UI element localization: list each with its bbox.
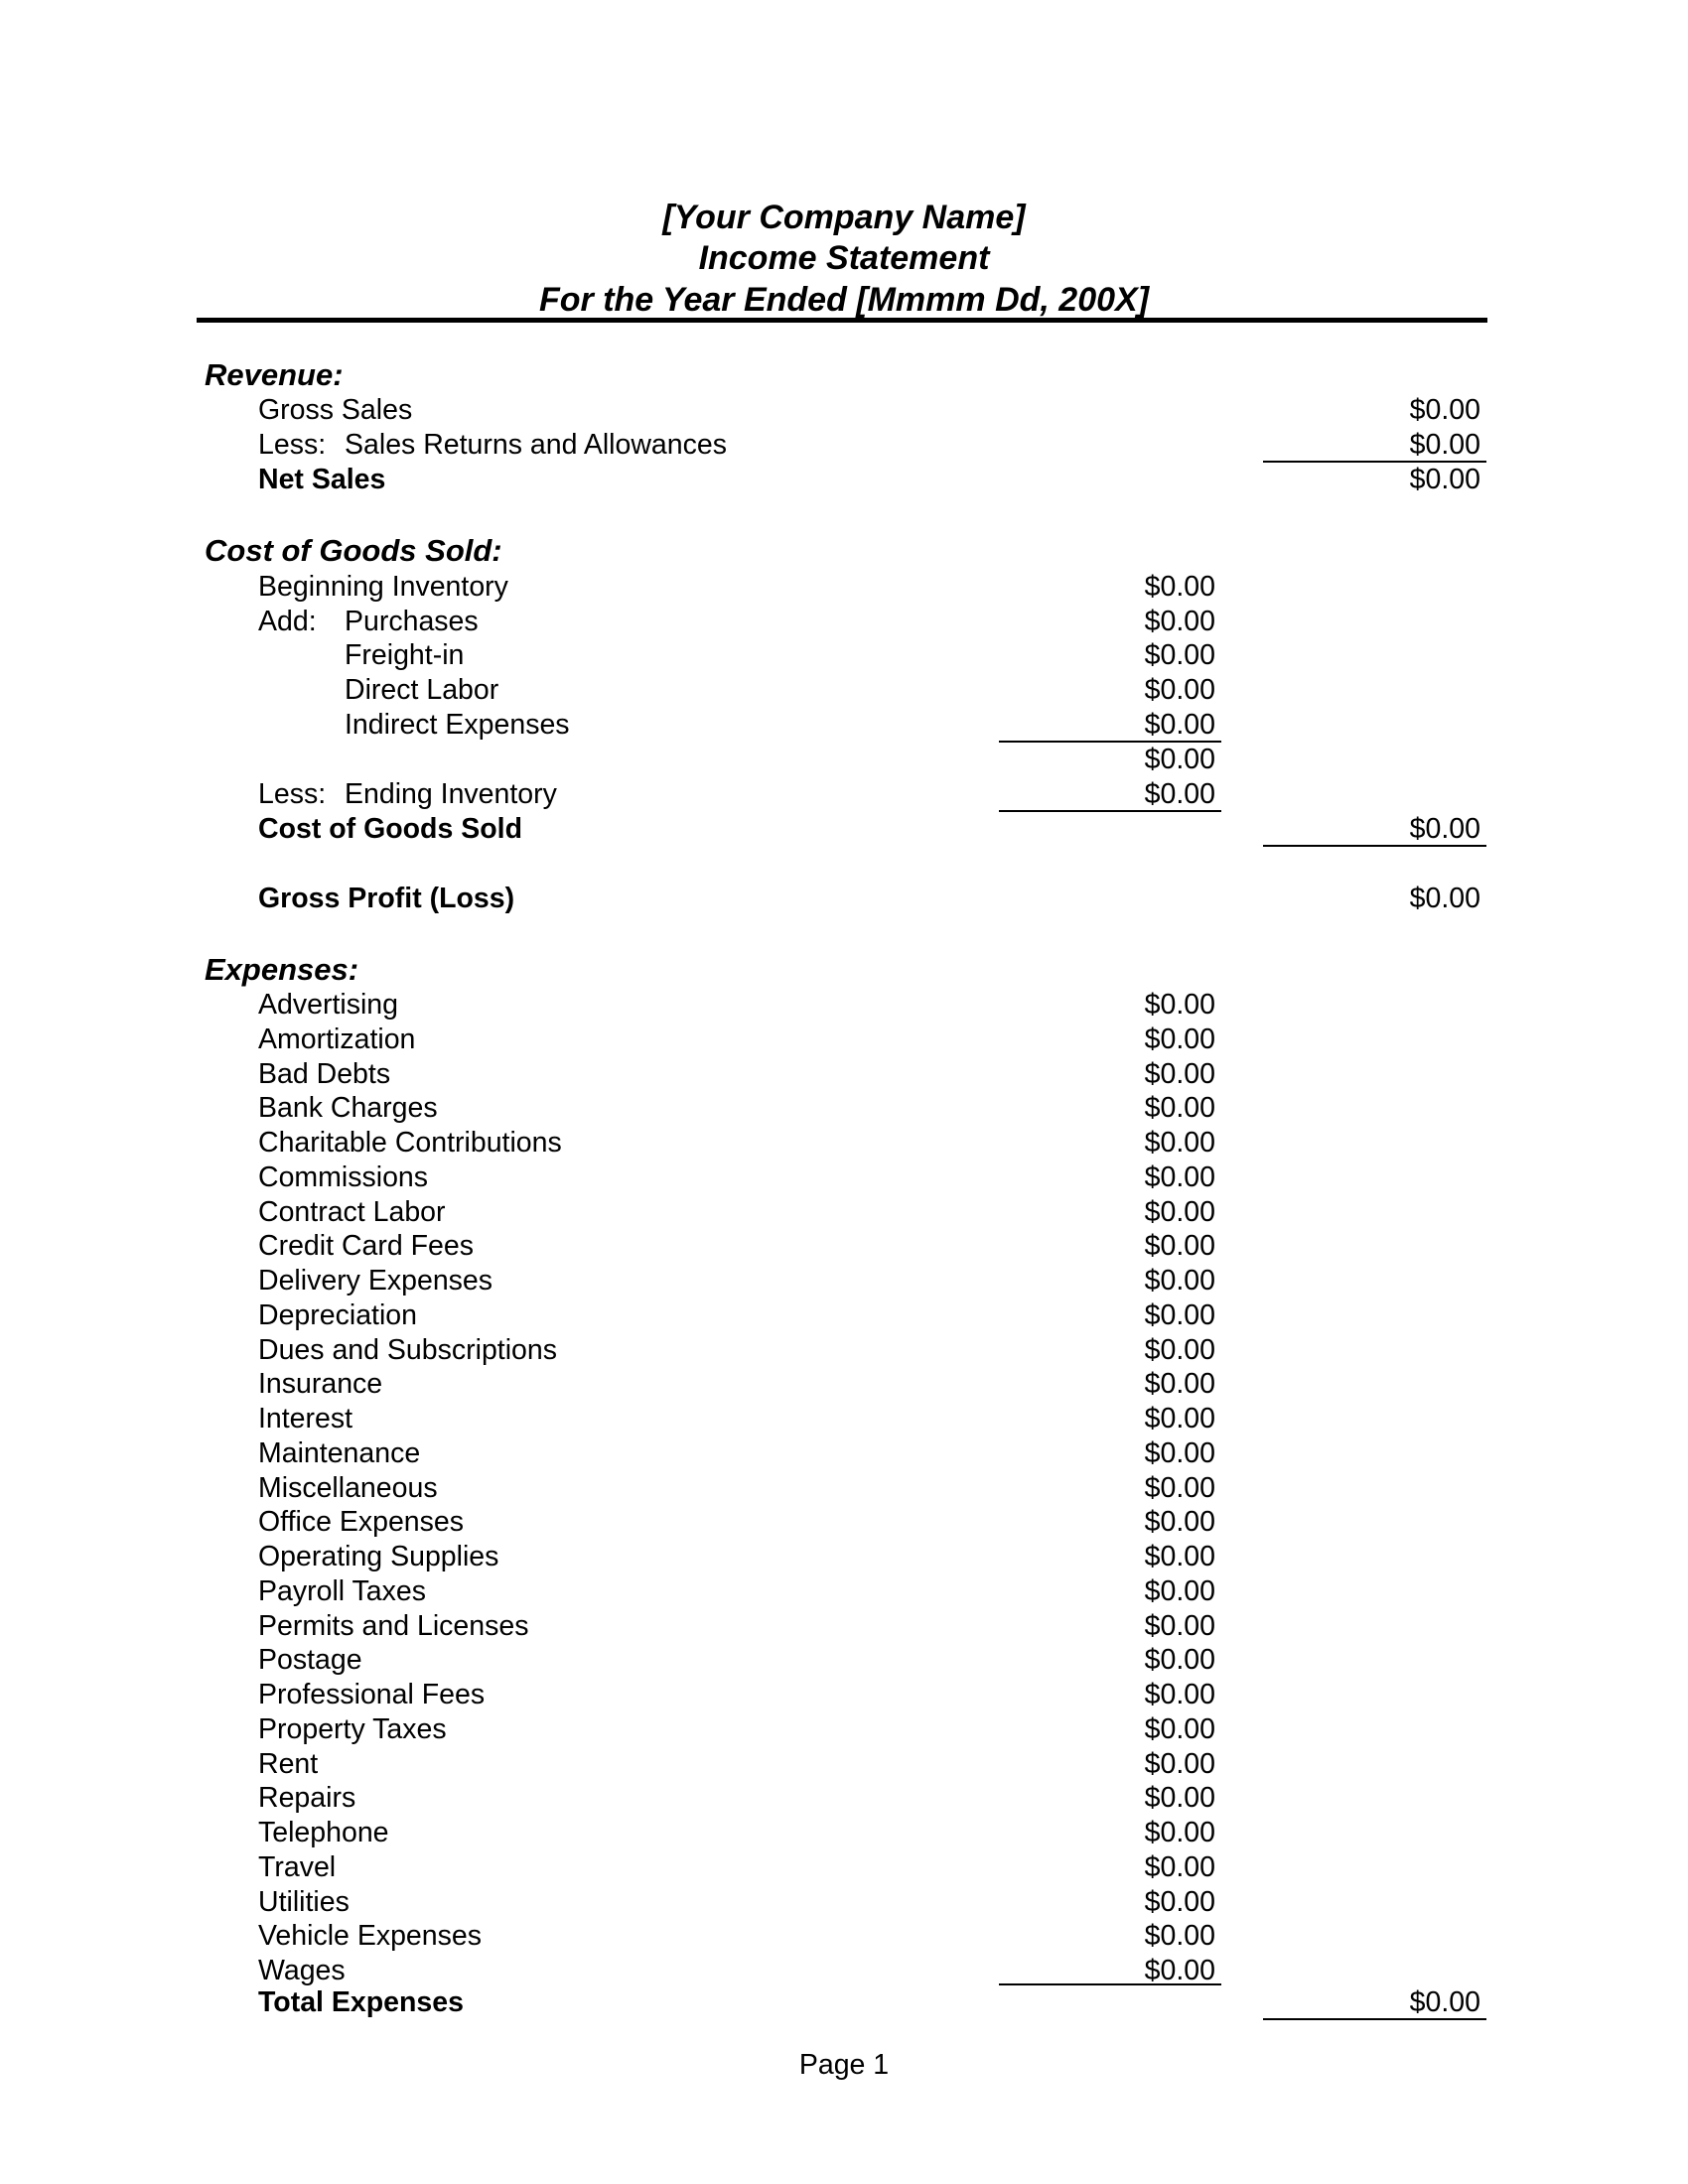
expense-value: $0.00 (1144, 1092, 1215, 1124)
indirect-expenses-value: $0.00 (1144, 709, 1215, 741)
expense-label: Credit Card Fees (258, 1230, 474, 1262)
beginning-inventory-label: Beginning Inventory (258, 571, 508, 603)
expense-value: $0.00 (1144, 1541, 1215, 1572)
net-sales-label: Net Sales (258, 464, 386, 495)
expense-label: Repairs (258, 1782, 356, 1814)
indirect-expenses-label: Indirect Expenses (345, 709, 570, 741)
expense-label: Dues and Subscriptions (258, 1334, 558, 1366)
expense-label: Depreciation (258, 1299, 418, 1331)
freight-value: $0.00 (1144, 639, 1215, 671)
direct-labor-label: Direct Labor (345, 674, 499, 706)
expense-value: $0.00 (1144, 1161, 1215, 1193)
expense-label: Wages (258, 1955, 346, 1986)
expense-value: $0.00 (1144, 1230, 1215, 1262)
beginning-inventory-value: $0.00 (1144, 571, 1215, 603)
header-rule (197, 318, 1487, 323)
expense-label: Delivery Expenses (258, 1265, 493, 1297)
expense-label: Rent (258, 1748, 319, 1780)
total-expenses-value: $0.00 (1409, 1986, 1480, 2018)
expense-label: Interest (258, 1403, 353, 1434)
cogs-total-rule (1263, 845, 1486, 847)
expense-value: $0.00 (1144, 1886, 1215, 1918)
gross-profit-value: $0.00 (1409, 883, 1480, 914)
expense-label: Travel (258, 1851, 337, 1883)
expense-value: $0.00 (1144, 1506, 1215, 1538)
expense-label: Commissions (258, 1161, 429, 1193)
expense-value: $0.00 (1144, 1127, 1215, 1159)
cogs-subtotal-value: $0.00 (1144, 744, 1215, 775)
expense-label: Charitable Contributions (258, 1127, 562, 1159)
freight-label: Freight-in (345, 639, 465, 671)
wages-rule (999, 1983, 1221, 1985)
cogs-heading: Cost of Goods Sold: (205, 533, 502, 568)
expense-label: Payroll Taxes (258, 1575, 426, 1607)
expense-label: Bad Debts (258, 1058, 391, 1090)
expense-label: Permits and Licenses (258, 1610, 529, 1642)
expense-value: $0.00 (1144, 1644, 1215, 1676)
expense-label: Telephone (258, 1817, 389, 1848)
purchases-value: $0.00 (1144, 606, 1215, 637)
cogs-less-label: Less: (258, 778, 327, 810)
expense-value: $0.00 (1144, 1437, 1215, 1469)
gross-sales-label: Gross Sales (258, 394, 413, 426)
expense-label: Amortization (258, 1024, 416, 1055)
expense-value: $0.00 (1144, 1058, 1215, 1090)
expense-value: $0.00 (1144, 1955, 1215, 1986)
expense-label: Postage (258, 1644, 362, 1676)
expense-value: $0.00 (1144, 1920, 1215, 1952)
net-sales-value: $0.00 (1409, 464, 1480, 495)
expense-label: Insurance (258, 1368, 383, 1400)
expense-label: Office Expenses (258, 1506, 465, 1538)
expense-label: Utilities (258, 1886, 350, 1918)
statement-title: Income Statement (698, 239, 990, 277)
expense-label: Bank Charges (258, 1092, 438, 1124)
expense-value: $0.00 (1144, 1748, 1215, 1780)
expenses-heading: Expenses: (205, 952, 359, 987)
expense-value: $0.00 (1144, 1196, 1215, 1228)
expense-label: Operating Supplies (258, 1541, 499, 1572)
statement-period: For the Year Ended [Mmmm Dd, 200X] (538, 281, 1150, 319)
expense-value: $0.00 (1144, 1782, 1215, 1814)
expense-value: $0.00 (1144, 1713, 1215, 1745)
direct-labor-value: $0.00 (1144, 674, 1215, 706)
cogs-total-value: $0.00 (1409, 813, 1480, 845)
ending-inventory-value: $0.00 (1144, 778, 1215, 810)
expense-value: $0.00 (1144, 1403, 1215, 1434)
expense-value: $0.00 (1144, 1851, 1215, 1883)
cogs-subtotal-rule (999, 741, 1221, 743)
cogs-total-label: Cost of Goods Sold (258, 813, 522, 845)
expense-value: $0.00 (1144, 1679, 1215, 1710)
sales-returns-value: $0.00 (1409, 429, 1480, 461)
expense-label: Property Taxes (258, 1713, 447, 1745)
expense-label: Contract Labor (258, 1196, 446, 1228)
gross-sales-value: $0.00 (1409, 394, 1480, 426)
expense-value: $0.00 (1144, 1299, 1215, 1331)
expense-value: $0.00 (1144, 1610, 1215, 1642)
expense-label: Vehicle Expenses (258, 1920, 482, 1952)
expense-value: $0.00 (1144, 1334, 1215, 1366)
sales-returns-label: Sales Returns and Allowances (345, 429, 727, 461)
purchases-label: Purchases (345, 606, 479, 637)
expense-value: $0.00 (1144, 1472, 1215, 1504)
expense-value: $0.00 (1144, 1265, 1215, 1297)
expense-value: $0.00 (1144, 1575, 1215, 1607)
expense-value: $0.00 (1144, 1368, 1215, 1400)
expense-value: $0.00 (1144, 989, 1215, 1021)
expense-value: $0.00 (1144, 1817, 1215, 1848)
cogs-add-label: Add: (258, 606, 317, 637)
gross-profit-label: Gross Profit (Loss) (258, 883, 515, 914)
page-number: Page 1 (798, 2049, 890, 2081)
ending-inventory-rule (999, 810, 1221, 812)
expense-value: $0.00 (1144, 1024, 1215, 1055)
expense-label: Miscellaneous (258, 1472, 438, 1504)
expense-label: Advertising (258, 989, 398, 1021)
revenue-less-label: Less: (258, 429, 327, 461)
company-name: [Your Company Name] (662, 199, 1026, 236)
expense-label: Maintenance (258, 1437, 421, 1469)
total-expenses-label: Total Expenses (258, 1986, 464, 2018)
net-sales-rule (1263, 461, 1486, 463)
ending-inventory-label: Ending Inventory (345, 778, 557, 810)
revenue-heading: Revenue: (205, 357, 344, 392)
total-expenses-rule (1263, 2018, 1486, 2020)
expense-label: Professional Fees (258, 1679, 486, 1710)
